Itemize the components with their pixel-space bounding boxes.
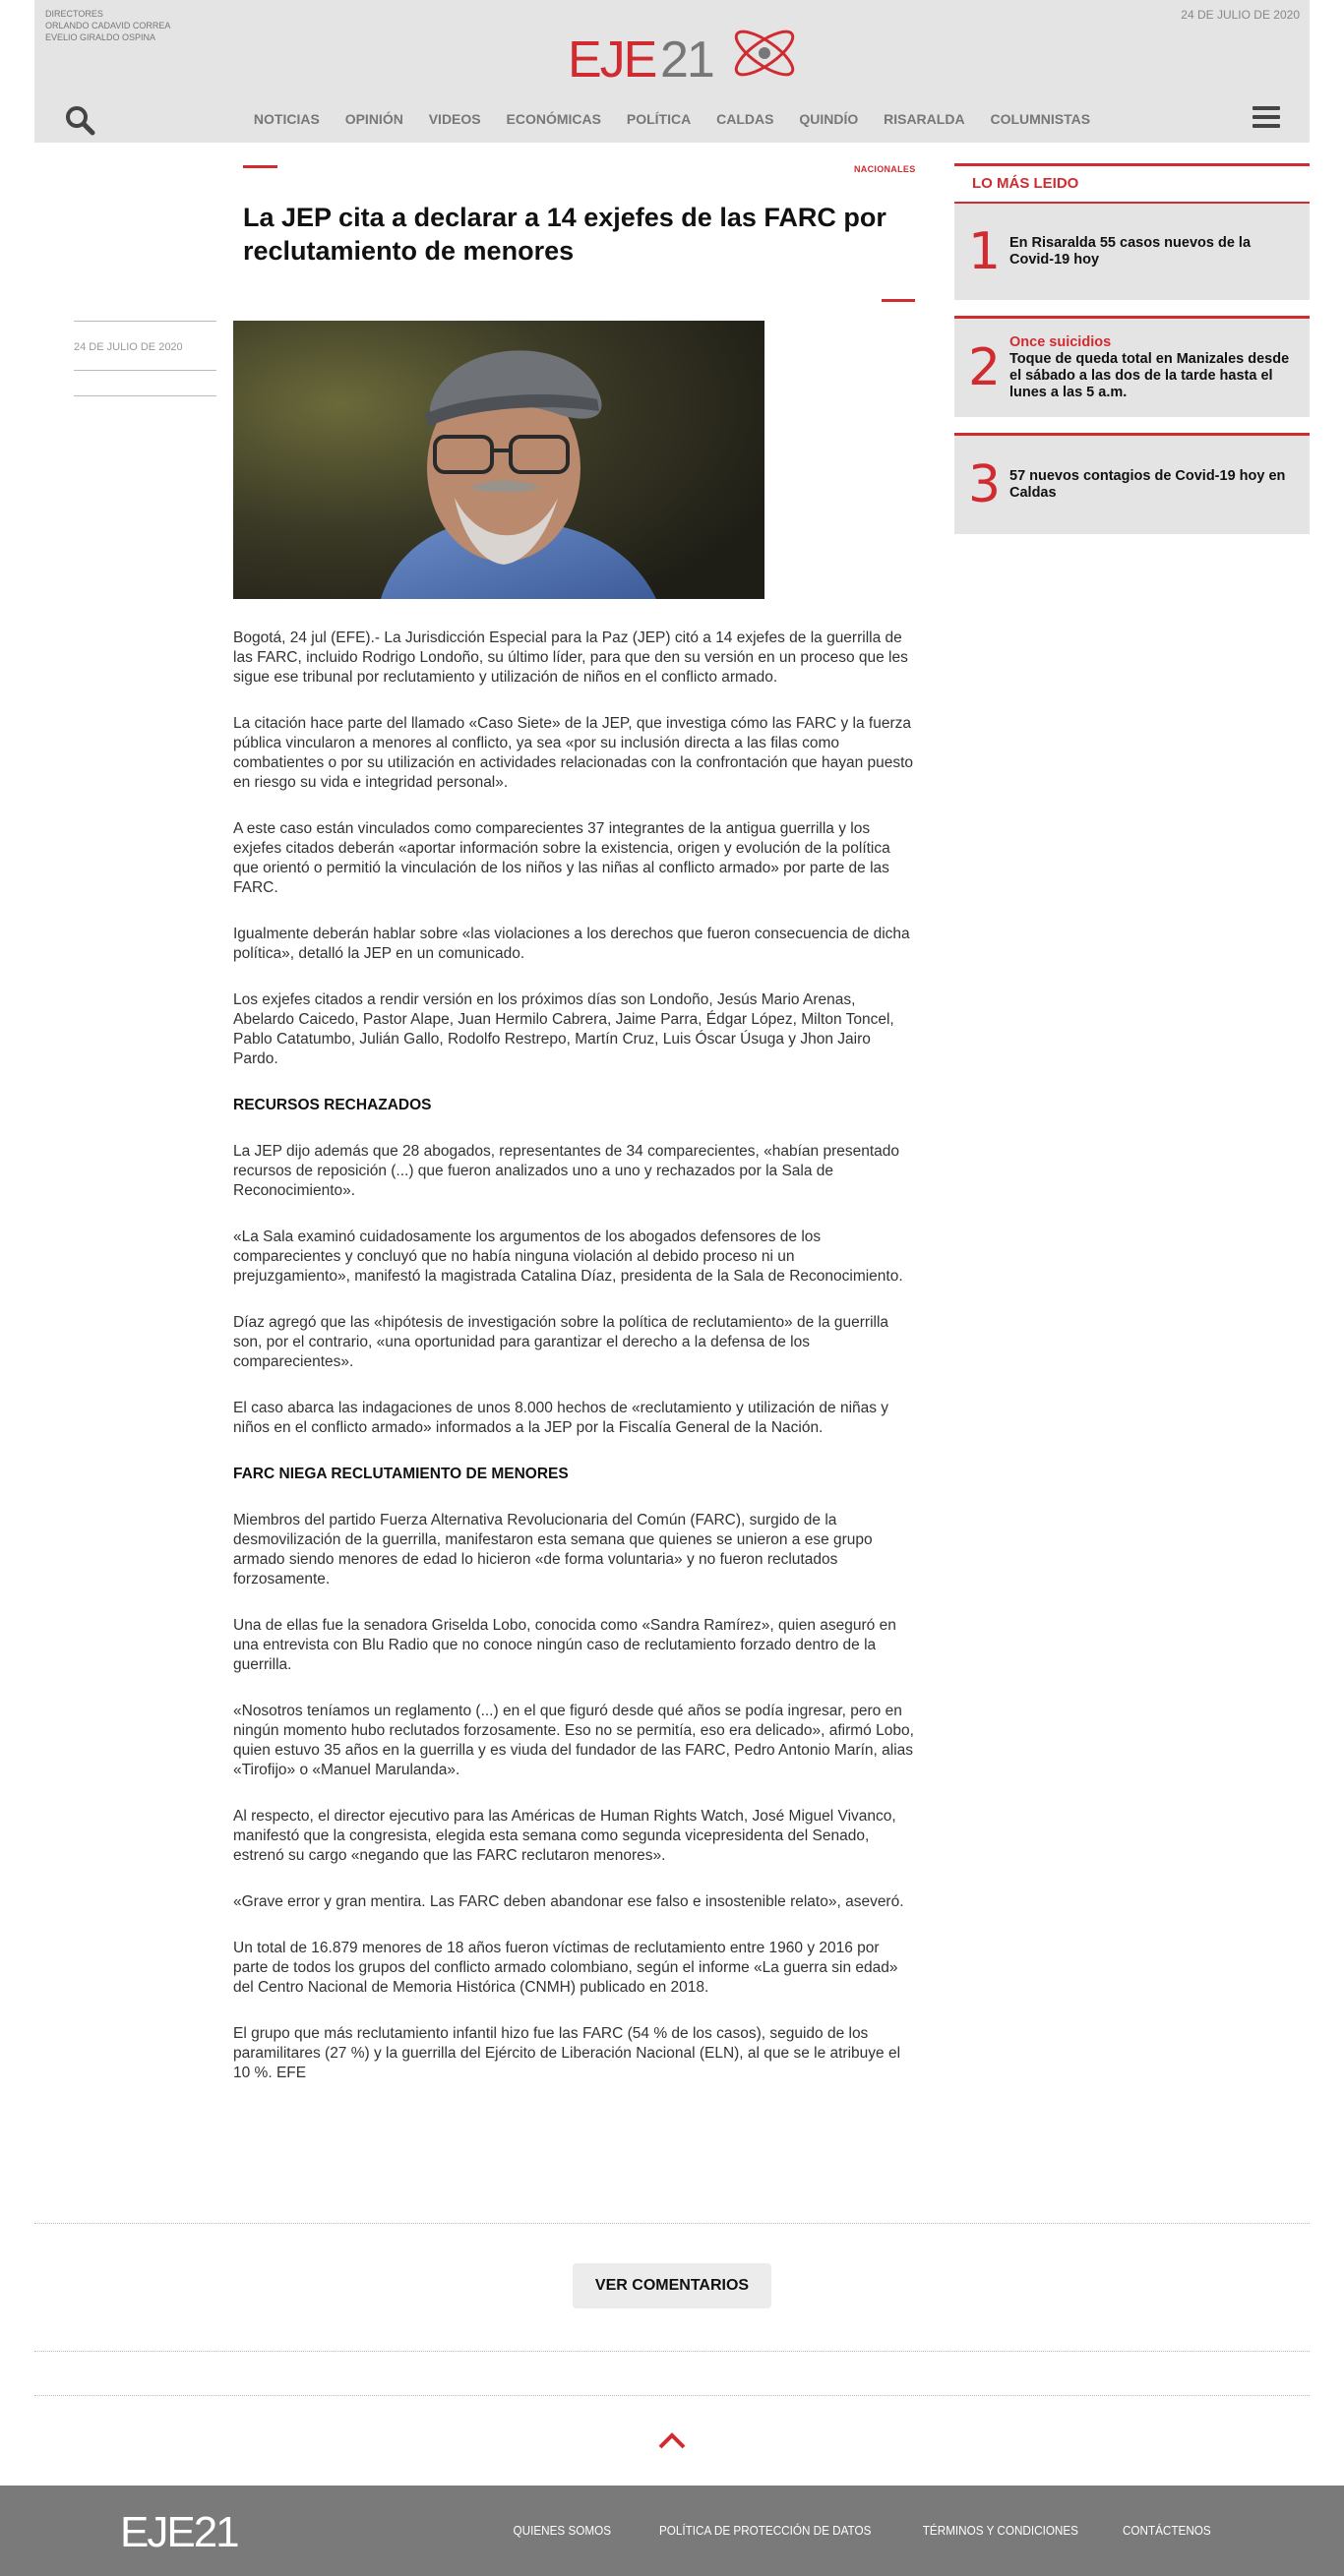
header-date: 24 DE JULIO DE 2020 — [1181, 8, 1300, 22]
article-paragraph: Díaz agregó que las «hipótesis de investigación sobre la política de reclutamiento» de la guerrilla son, por el contrario, «una oportunidad para garantizar el derecho a la defensa de los comparecientes». — [233, 1314, 889, 1370]
site-footer — [0, 2486, 1344, 2576]
most-read-rank: 2 — [968, 338, 1002, 397]
nav-item-opinion[interactable]: OPINIÓN — [344, 111, 403, 127]
footer-logo[interactable] — [120, 2507, 253, 2552]
title-accent-bar-right — [882, 299, 915, 302]
nav-item-politica[interactable]: POLÍTICA — [626, 111, 692, 127]
footer-logo-text: EJE21 — [120, 2508, 238, 2552]
article-body — [233, 629, 914, 2110]
most-read-sidebar — [954, 163, 1310, 550]
article-paragraph: «Nosotros teníamos un reglamento (...) en el que figuró desde qué años se podía ingresar, pero en ningún momento hubo reclutados forzosamente. Eso no se permitía, eso era delicado», afirmó Lobo, quien estuvo 35 años en la guerrilla y es viuda del fundador de las FARC, Pedro Antonio Marín, alias «Tirofijo» o «Manuel Marulanda». — [233, 1703, 914, 1778]
footer-link-quienes-somos[interactable]: QUIENES SOMOS — [513, 2523, 611, 2538]
most-read-item[interactable] — [954, 316, 1310, 417]
meta-divider — [74, 370, 216, 371]
most-read-headline[interactable]: En Risaralda 55 casos nuevos de la Covid-19 hoy — [1009, 235, 1252, 268]
directors-block — [45, 8, 170, 43]
nav-item-risaralda[interactable]: RISARALDA — [884, 111, 965, 127]
footer-link-contactenos[interactable]: CONTÁCTENOS — [1123, 2523, 1212, 2538]
director-name: EVELIO GIRALDO OSPINA — [45, 32, 156, 42]
nav-item-videos[interactable]: VIDEOS — [428, 111, 481, 127]
article-paragraph: Miembros del partido Fuerza Alternativa Revolucionaria del Común (FARC), surgido de la desmovilización de la guerrilla, manifestaron esta semana que quienes se unieron a ese grupo armado siendo menores de edad lo hicieron «de forma voluntaria» y no fueron reclutados forzosamente. — [233, 1512, 873, 1588]
divider — [34, 2395, 1310, 2396]
footer-links — [480, 2523, 1216, 2538]
article-subheading: FARC NIEGA RECLUTAMIENTO DE MENORES — [233, 1466, 569, 1482]
divider — [34, 2223, 1310, 2224]
article-paragraph: La citación hace parte del llamado «Caso Siete» de la JEP, que investiga cómo las FARC y la fuerza pública vincularon a menores al conflicto, ya sea «por su inclusión directa a las filas como combatientes o por su utilización en actividades relacionadas con la confrontación que hayan puesto en riesgo su vida e integridad personal». — [233, 715, 914, 791]
meta-divider — [74, 321, 216, 322]
divider — [34, 2351, 1310, 2352]
article-paragraph: Los exjefes citados a rendir versión en los próximos días son Londoño, Jesús Mario Arenas, Abelardo Caicedo, Pastor Alape, Juan Hermilo Cabrera, Jaime Parra, Édgar López, Milton Toncel, Pablo Catatumbo, Julián Gallo, Rodolfo Restrepo, Martín Cruz, Luis Óscar Úsuga y Jhon Jairo Pardo. — [233, 991, 894, 1067]
article-paragraph: Igualmente deberán hablar sobre «las violaciones a los derechos que fueron consecuencia de dicha política», detalló la JEP en un comunicado. — [233, 926, 910, 962]
most-read-item[interactable] — [954, 433, 1310, 534]
meta-divider — [74, 395, 216, 396]
site-header — [34, 0, 1310, 143]
article-photo — [233, 321, 764, 599]
article-paragraph: «Grave error y gran mentira. Las FARC deben abandonar ese falso e insostenible relato», aseveró. — [233, 1893, 904, 1910]
logo-text-left: EJE — [568, 31, 656, 89]
most-read-headline[interactable]: 57 nuevos contagios de Covid-19 hoy en Caldas — [1009, 468, 1286, 501]
article-paragraph: Al respecto, el director ejecutivo para las Américas de Human Rights Watch, José Miguel Vivanco, manifestó que la congresista, elegida esta semana como segunda vicepresidenta del Senado, estrenó su cargo «negando que las FARC reclutaron menores». — [233, 1808, 896, 1864]
article-paragraph: Una de ellas fue la senadora Griselda Lobo, conocida como «Sandra Ramírez», quien aseguró en una entrevista con Blu Radio que no conoce ningún caso de reclutamiento forzado dentro de la guerrilla. — [233, 1617, 896, 1673]
article-paragraph: A este caso están vinculados como comparecientes 37 integrantes de la antigua guerrilla y los exjefes citados deberán «aportar información sobre la existencia, origen y evolución de la política que orientó o permitió la vinculación de los niños y las niñas al conflicto armado» por parte de las FARC. — [233, 820, 890, 896]
most-read-rank: 3 — [968, 455, 1002, 514]
director-name: ORLANDO CADAVID CORREA — [45, 21, 171, 30]
article-paragraph: El grupo que más reclutamiento infantil hizo fue las FARC (54 % de los casos), seguido de los paramilitares (27 %) y la guerrilla del Ejército de Liberación Nacional (ELN), al que se le atribuye el 10 %. EFE — [233, 2025, 901, 2081]
article-paragraph: La JEP dijo además que 28 abogados, representantes de 34 comparecientes, «habían presentado recursos de reposición (...) que fueron analizados uno a uno y rechazados por la Sala de Reconocimiento». — [233, 1143, 900, 1199]
nav-item-columnistas[interactable]: COLUMNISTAS — [990, 111, 1091, 127]
nav-item-economicas[interactable]: ECONÓMICAS — [506, 111, 601, 127]
menu-icon[interactable] — [1252, 106, 1280, 130]
chevron-up-icon[interactable] — [657, 2429, 687, 2451]
section-label[interactable]: NACIONALES — [854, 164, 916, 174]
most-read-headline-block[interactable] — [1009, 334, 1296, 401]
nav-item-quindio[interactable]: QUINDÍO — [799, 111, 859, 127]
most-read-title: LO MÁS LEIDO — [954, 163, 1310, 204]
nav-item-caldas[interactable]: CALDAS — [716, 111, 774, 127]
article-title: La JEP cita a declarar a 14 exjefes de las FARC por reclutamiento de menores — [243, 203, 886, 266]
footer-link-terminos[interactable]: TÉRMINOS Y CONDICIONES — [922, 2523, 1078, 2538]
article-paragraph: Bogotá, 24 jul (EFE).- La Jurisdicción Especial para la Paz (JEP) citó a 14 exjefes de la guerrilla de las FARC, incluido Rodrigo Londoño, su último líder, para que den su versión en un proceso que les sigue ese tribunal por reclutamiento y utilización de niños en el conflicto armado. — [233, 629, 908, 686]
directors-label: DIRECTORES — [45, 9, 103, 19]
view-comments-button[interactable]: VER COMENTARIOS — [573, 2263, 771, 2308]
most-read-item[interactable] — [954, 204, 1310, 300]
nav-item-noticias[interactable]: NOTICIAS — [253, 111, 320, 127]
title-accent-bar — [243, 165, 277, 168]
main-nav — [34, 111, 1310, 127]
most-read-rank: 1 — [968, 222, 1002, 281]
most-read-headline[interactable]: Toque de queda total en Manizales desde el sábado a las dos de la tarde hasta el lunes a las 5 a.m. — [1009, 351, 1290, 400]
atom-icon — [730, 25, 798, 83]
article-paragraph: El caso abarca las indagaciones de unos 8.000 hechos de «reclutamiento y utilización de niñas y niños en el conflicto armado» informados a la JEP por la Fiscalía General de la Nación. — [233, 1400, 889, 1436]
site-logo[interactable] — [566, 18, 802, 89]
article-date: 24 DE JULIO DE 2020 — [74, 341, 183, 353]
article-paragraph: «La Sala examinó cuidadosamente los argumentos de los abogados defensores de los comparecientes y concluyó que no había ninguna violación al debido proceso ni un prejuzgamiento», manifestó la magistrada Catalina Díaz, presidenta de la Sala de Reconocimiento. — [233, 1228, 903, 1285]
most-read-kicker: Once suicidios — [1009, 334, 1112, 350]
logo-text-right: 21 — [660, 31, 713, 89]
article-subheading: RECURSOS RECHAZADOS — [233, 1097, 432, 1113]
article-paragraph: Un total de 16.879 menores de 18 años fueron víctimas de reclutamiento entre 1960 y 2016 por parte de todos los grupos del conflicto armado colombiano, según el informe «La guerra sin edad» del Centro Nacional de Memoria Histórica (CNMH) publicado en 2018. — [233, 1940, 898, 1996]
footer-link-proteccion-datos[interactable]: POLÍTICA DE PROTECCIÓN DE DATOS — [658, 2523, 872, 2538]
